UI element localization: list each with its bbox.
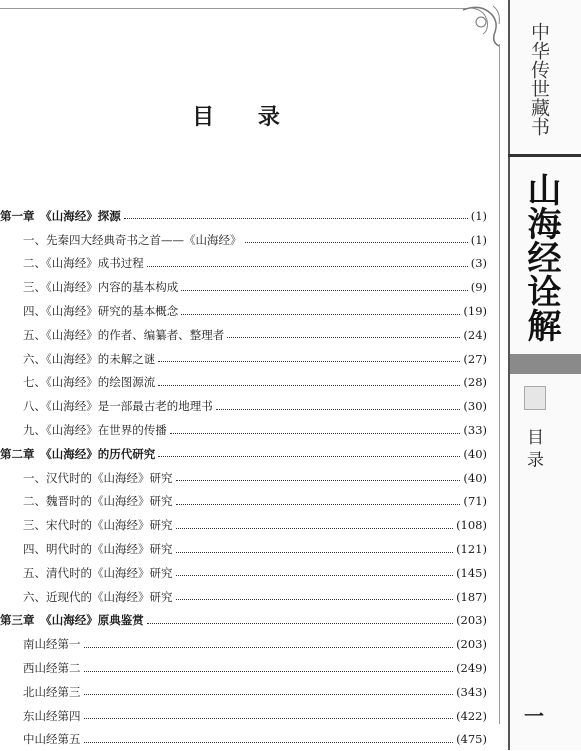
page-title: 目 录	[192, 105, 298, 130]
toc-entry-label: 北山经第三	[23, 684, 81, 699]
toc-page-number: (3)	[470, 256, 487, 271]
toc-entry-label: 三、宋代时的《山海经》研究	[23, 518, 173, 533]
toc-page-number: (203)	[456, 613, 487, 628]
table-of-contents	[0, 204, 487, 751]
toc-chapter-row[interactable]	[0, 442, 487, 466]
toc-entry-label: 四、明代时的《山海经》研究	[23, 542, 173, 557]
dot-leader	[216, 409, 461, 410]
dot-leader	[147, 266, 468, 267]
corner-ornament-icon	[459, 2, 505, 48]
toc-section-row[interactable]	[0, 323, 487, 347]
toc-section-row[interactable]	[0, 347, 487, 371]
toc-page-number: (1)	[470, 232, 487, 247]
toc-section-row[interactable]	[0, 680, 487, 704]
seal-icon	[524, 386, 546, 410]
dot-leader	[124, 218, 468, 219]
toc-section-row[interactable]	[0, 275, 487, 299]
toc-page-number: (40)	[463, 470, 487, 485]
series-title: 中华传世藏书	[528, 22, 550, 136]
toc-entry-label: 第三章 《山海经》原典鉴赏	[0, 613, 144, 628]
toc-entry-label: 四、《山海经》研究的基本概念	[23, 304, 179, 319]
side-gray-band	[510, 354, 581, 374]
toc-entry-label: 第一章 《山海经》探源	[0, 208, 121, 223]
toc-section-row[interactable]	[0, 394, 487, 418]
dot-leader	[84, 694, 454, 695]
toc-page-number: (40)	[463, 446, 487, 461]
toc-chapter-row[interactable]	[0, 204, 487, 228]
toc-page-number: (30)	[463, 399, 487, 414]
dot-leader	[176, 504, 461, 505]
toc-page-number: (121)	[456, 542, 487, 557]
toc-entry-label: 第二章 《山海经》的历代研究	[0, 446, 156, 461]
dot-leader	[158, 385, 460, 386]
dot-leader	[170, 433, 461, 434]
dot-leader	[176, 575, 454, 576]
toc-page-number: (9)	[470, 280, 487, 295]
toc-page-number: (19)	[463, 304, 487, 319]
toc-page-number: (475)	[456, 732, 487, 747]
dot-leader	[158, 456, 460, 457]
dot-leader	[84, 671, 454, 672]
side-section-label: 目 录	[523, 428, 543, 468]
dot-leader	[227, 337, 460, 338]
toc-section-row[interactable]	[0, 632, 487, 656]
toc-entry-label: 五、《山海经》的作者、编纂者、整理者	[23, 327, 225, 342]
toc-page-number: (249)	[456, 661, 487, 676]
toc-entry-label: 西山经第二	[23, 661, 81, 676]
book-title: 山海经诠解	[521, 172, 561, 342]
frame-top-line	[0, 8, 468, 9]
dot-leader	[84, 742, 454, 743]
toc-section-row[interactable]	[0, 561, 487, 585]
toc-page-number: (1)	[470, 208, 487, 223]
toc-page-number: (187)	[456, 589, 487, 604]
toc-page-number: (33)	[463, 423, 487, 438]
toc-page-number: (27)	[463, 351, 487, 366]
toc-entry-label: 六、《山海经》的未解之谜	[23, 351, 156, 366]
toc-section-row[interactable]	[0, 252, 487, 276]
toc-section-row[interactable]	[0, 537, 487, 561]
toc-section-row[interactable]	[0, 299, 487, 323]
toc-page-number: (28)	[463, 375, 487, 390]
toc-page-number: (71)	[463, 494, 487, 509]
dot-leader	[181, 314, 460, 315]
toc-entry-label: 中山经第五	[23, 732, 81, 747]
toc-entry-label: 九、《山海经》在世界的传播	[23, 423, 167, 438]
toc-section-row[interactable]	[0, 656, 487, 680]
toc-page-number: (343)	[456, 684, 487, 699]
toc-entry-label: 二、《山海经》成书过程	[23, 256, 144, 271]
toc-section-row[interactable]	[0, 704, 487, 728]
toc-entry-label: 七、《山海经》的绘图源流	[23, 375, 156, 390]
dot-leader	[158, 361, 460, 362]
dot-leader	[181, 290, 467, 291]
toc-page-number: (145)	[456, 565, 487, 580]
toc-chapter-row[interactable]	[0, 609, 487, 633]
toc-entry-label: 八、《山海经》是一部最古老的地理书	[23, 399, 213, 414]
toc-entry-label: 二、魏晋时的《山海经》研究	[23, 494, 173, 509]
side-divider	[508, 154, 581, 157]
toc-page-number: (108)	[456, 518, 487, 533]
toc-section-row[interactable]	[0, 466, 487, 490]
page-number: 一	[524, 704, 544, 728]
toc-page-number: (422)	[456, 708, 487, 723]
dot-leader	[147, 623, 453, 624]
dot-leader	[84, 647, 454, 648]
dot-leader	[176, 599, 454, 600]
toc-section-row[interactable]	[0, 418, 487, 442]
dot-leader	[245, 242, 468, 243]
toc-page-number: (203)	[456, 637, 487, 652]
toc-section-row[interactable]	[0, 228, 487, 252]
toc-entry-label: 五、清代时的《山海经》研究	[23, 565, 173, 580]
dot-leader	[84, 718, 454, 719]
toc-entry-label: 六、近现代的《山海经》研究	[23, 589, 173, 604]
dot-leader	[176, 480, 461, 481]
toc-entry-label: 一、汉代时的《山海经》研究	[23, 470, 173, 485]
toc-section-row[interactable]	[0, 728, 487, 751]
toc-section-row[interactable]	[0, 585, 487, 609]
toc-entry-label: 南山经第一	[23, 637, 81, 652]
toc-entry-label: 东山经第四	[23, 708, 81, 723]
toc-entry-label: 一、先秦四大经典奇书之首——《山海经》	[23, 232, 242, 247]
toc-entry-label: 三、《山海经》内容的基本构成	[23, 280, 179, 295]
side-divider-line	[508, 0, 510, 750]
toc-page-number: (24)	[463, 327, 487, 342]
dot-leader	[176, 528, 454, 529]
toc-section-row[interactable]	[0, 371, 487, 395]
dot-leader	[176, 552, 454, 553]
frame-right-line	[499, 44, 500, 724]
toc-section-row[interactable]	[0, 490, 487, 514]
toc-section-row[interactable]	[0, 513, 487, 537]
